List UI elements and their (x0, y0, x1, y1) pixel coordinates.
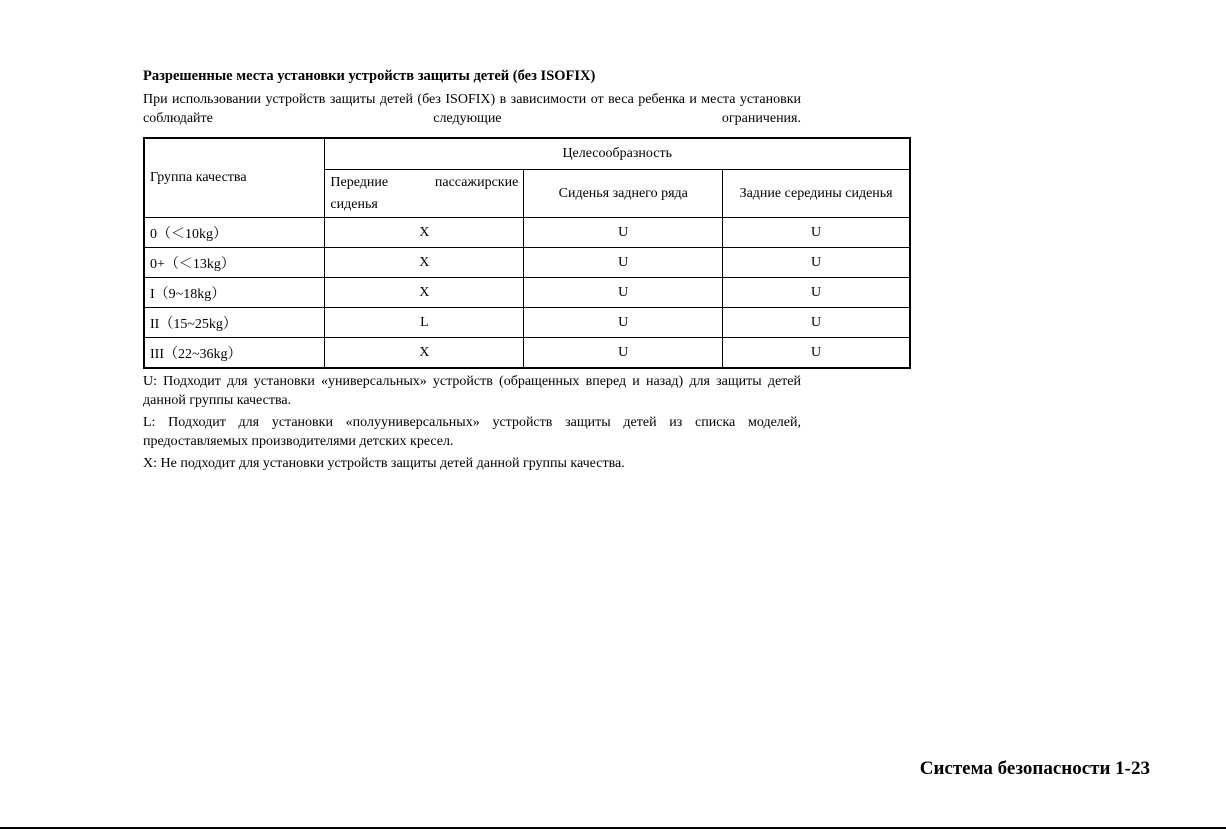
rear-middle-seat-cell: U (723, 218, 910, 248)
note-x: X: Не подходит для установки устройств защиты детей данной группы качества. (143, 456, 625, 471)
table-row (144, 278, 910, 308)
group-cell: I（9~18kg） (144, 278, 325, 308)
table-row (144, 308, 910, 338)
rear-seat-cell: U (524, 338, 723, 369)
group-header: Группа качества (144, 138, 325, 218)
rear-seat-cell: U (524, 278, 723, 308)
front-seat-cell: X (325, 248, 524, 278)
group-cell: II（15~25kg） (144, 308, 325, 338)
table-header-row (144, 138, 910, 170)
rear-middle-seat-cell: U (723, 278, 910, 308)
note-u: U: Подходит для установки «универсальных» устройств (обращенных вперед и назад) для защиты детей данной группы качества. (143, 374, 801, 408)
rear-seat-cell: U (524, 218, 723, 248)
rear-seat-cell: U (524, 308, 723, 338)
front-header-word-3: сиденья (330, 196, 378, 212)
intro-paragraph: При использовании устройств защиты детей (без ISOFIX) в зависимости от веса ребенка и места установки соблюдайте следующие ограничения. (143, 92, 801, 126)
front-seat-cell: L (325, 308, 524, 338)
section-title: Разрешенные места установки устройств защиты детей (без ISOFIX) (143, 68, 596, 84)
note-l: L: Подходит для установки «полууниверсальных» устройств защиты детей из списка моделей, предоставляемых производителями детских кресел. (143, 415, 801, 449)
page-footer-title: Система безопасности 1-23 (919, 758, 1150, 779)
front-seat-cell: X (325, 338, 524, 369)
rear-middle-seat-header: Задние середины сиденья (723, 170, 910, 218)
rear-middle-seat-cell: U (723, 338, 910, 369)
front-seats-header (325, 170, 524, 218)
front-seat-cell: X (325, 278, 524, 308)
table-row (144, 218, 910, 248)
rear-middle-seat-cell: U (723, 308, 910, 338)
rear-middle-seat-cell: U (723, 248, 910, 278)
front-seat-cell: X (325, 218, 524, 248)
rear-seats-header: Сиденья заднего ряда (524, 170, 723, 218)
group-cell: 0（＜10kg） (144, 218, 325, 248)
legend-notes (143, 372, 801, 476)
table-row (144, 248, 910, 278)
group-cell: 0+（＜13kg） (144, 248, 325, 278)
front-header-word-1: Передние (330, 174, 389, 190)
table-row (144, 338, 910, 369)
front-header-word-2: пассажирские (434, 174, 519, 190)
rear-seat-cell: U (524, 248, 723, 278)
group-cell: III（22~36kg） (144, 338, 325, 369)
suitability-table (143, 137, 911, 369)
suitability-header: Целесообразность (325, 138, 910, 170)
